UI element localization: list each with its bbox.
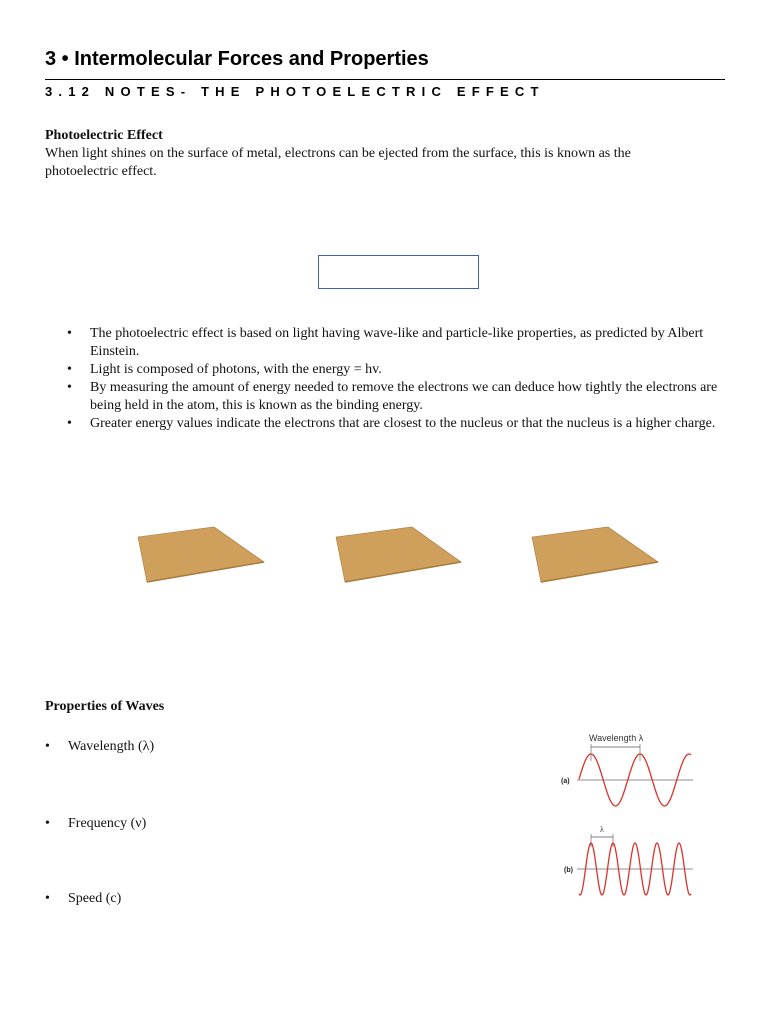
wave-diagram	[555, 725, 705, 905]
frequency-label: Frequency (ν)	[68, 816, 147, 831]
bullet-text: The photoelectric effect is based on light having wave-like and particle-like properties, as predicted by Albert Einstein.	[90, 326, 704, 359]
bullet-dot: •	[45, 816, 50, 831]
wave-a-label: (a)	[561, 778, 570, 785]
photoelectric-definition: When light shines on the surface of metal, electrons can be ejected from the surface, this is known as the photoelectric effect.	[45, 146, 631, 179]
bullet-dot: •	[67, 326, 72, 341]
metal-plate-2	[336, 527, 461, 582]
title-divider	[45, 79, 725, 80]
bullet-item	[45, 325, 725, 361]
lesson-title: 3.12 NOTES- THE PHOTOELECTRIC EFFECT	[45, 84, 545, 99]
bullet-dot: •	[45, 739, 50, 754]
bullet-text: Light is composed of photons, with the energy = hv.	[90, 362, 382, 377]
speed-label: Speed (c)	[68, 891, 122, 906]
metal-plates-figure	[0, 510, 768, 605]
metal-plate-3	[532, 527, 658, 582]
bullet-dot: •	[45, 891, 50, 906]
wavelength-label: Wavelength (λ)	[68, 739, 155, 754]
lambda-label: λ	[600, 825, 604, 834]
bullet-dot: •	[67, 416, 72, 431]
wavelength-lambda-label: Wavelength λ	[589, 733, 644, 743]
answer-blank-box	[318, 255, 479, 289]
photoelectric-heading: Photoelectric Effect	[45, 128, 163, 143]
waves-heading: Properties of Waves	[45, 699, 165, 714]
bullet-list	[45, 325, 725, 433]
bullet-dot: •	[67, 380, 72, 395]
bullet-item	[45, 361, 725, 379]
unit-title: 3 • Intermolecular Forces and Properties	[45, 48, 429, 70]
bullet-item	[45, 379, 725, 415]
wave-b-label: (b)	[564, 867, 573, 874]
bullet-dot: •	[67, 362, 72, 377]
bullet-text: By measuring the amount of energy needed to remove the electrons we can deduce how tightly the electrons are being held in the atom, this is known as the binding energy.	[90, 380, 718, 413]
bullet-text: Greater energy values indicate the electrons that are closest to the nucleus or that the nucleus is a higher charge.	[90, 416, 716, 431]
bullet-item	[45, 415, 725, 433]
metal-plate-1	[138, 527, 264, 582]
